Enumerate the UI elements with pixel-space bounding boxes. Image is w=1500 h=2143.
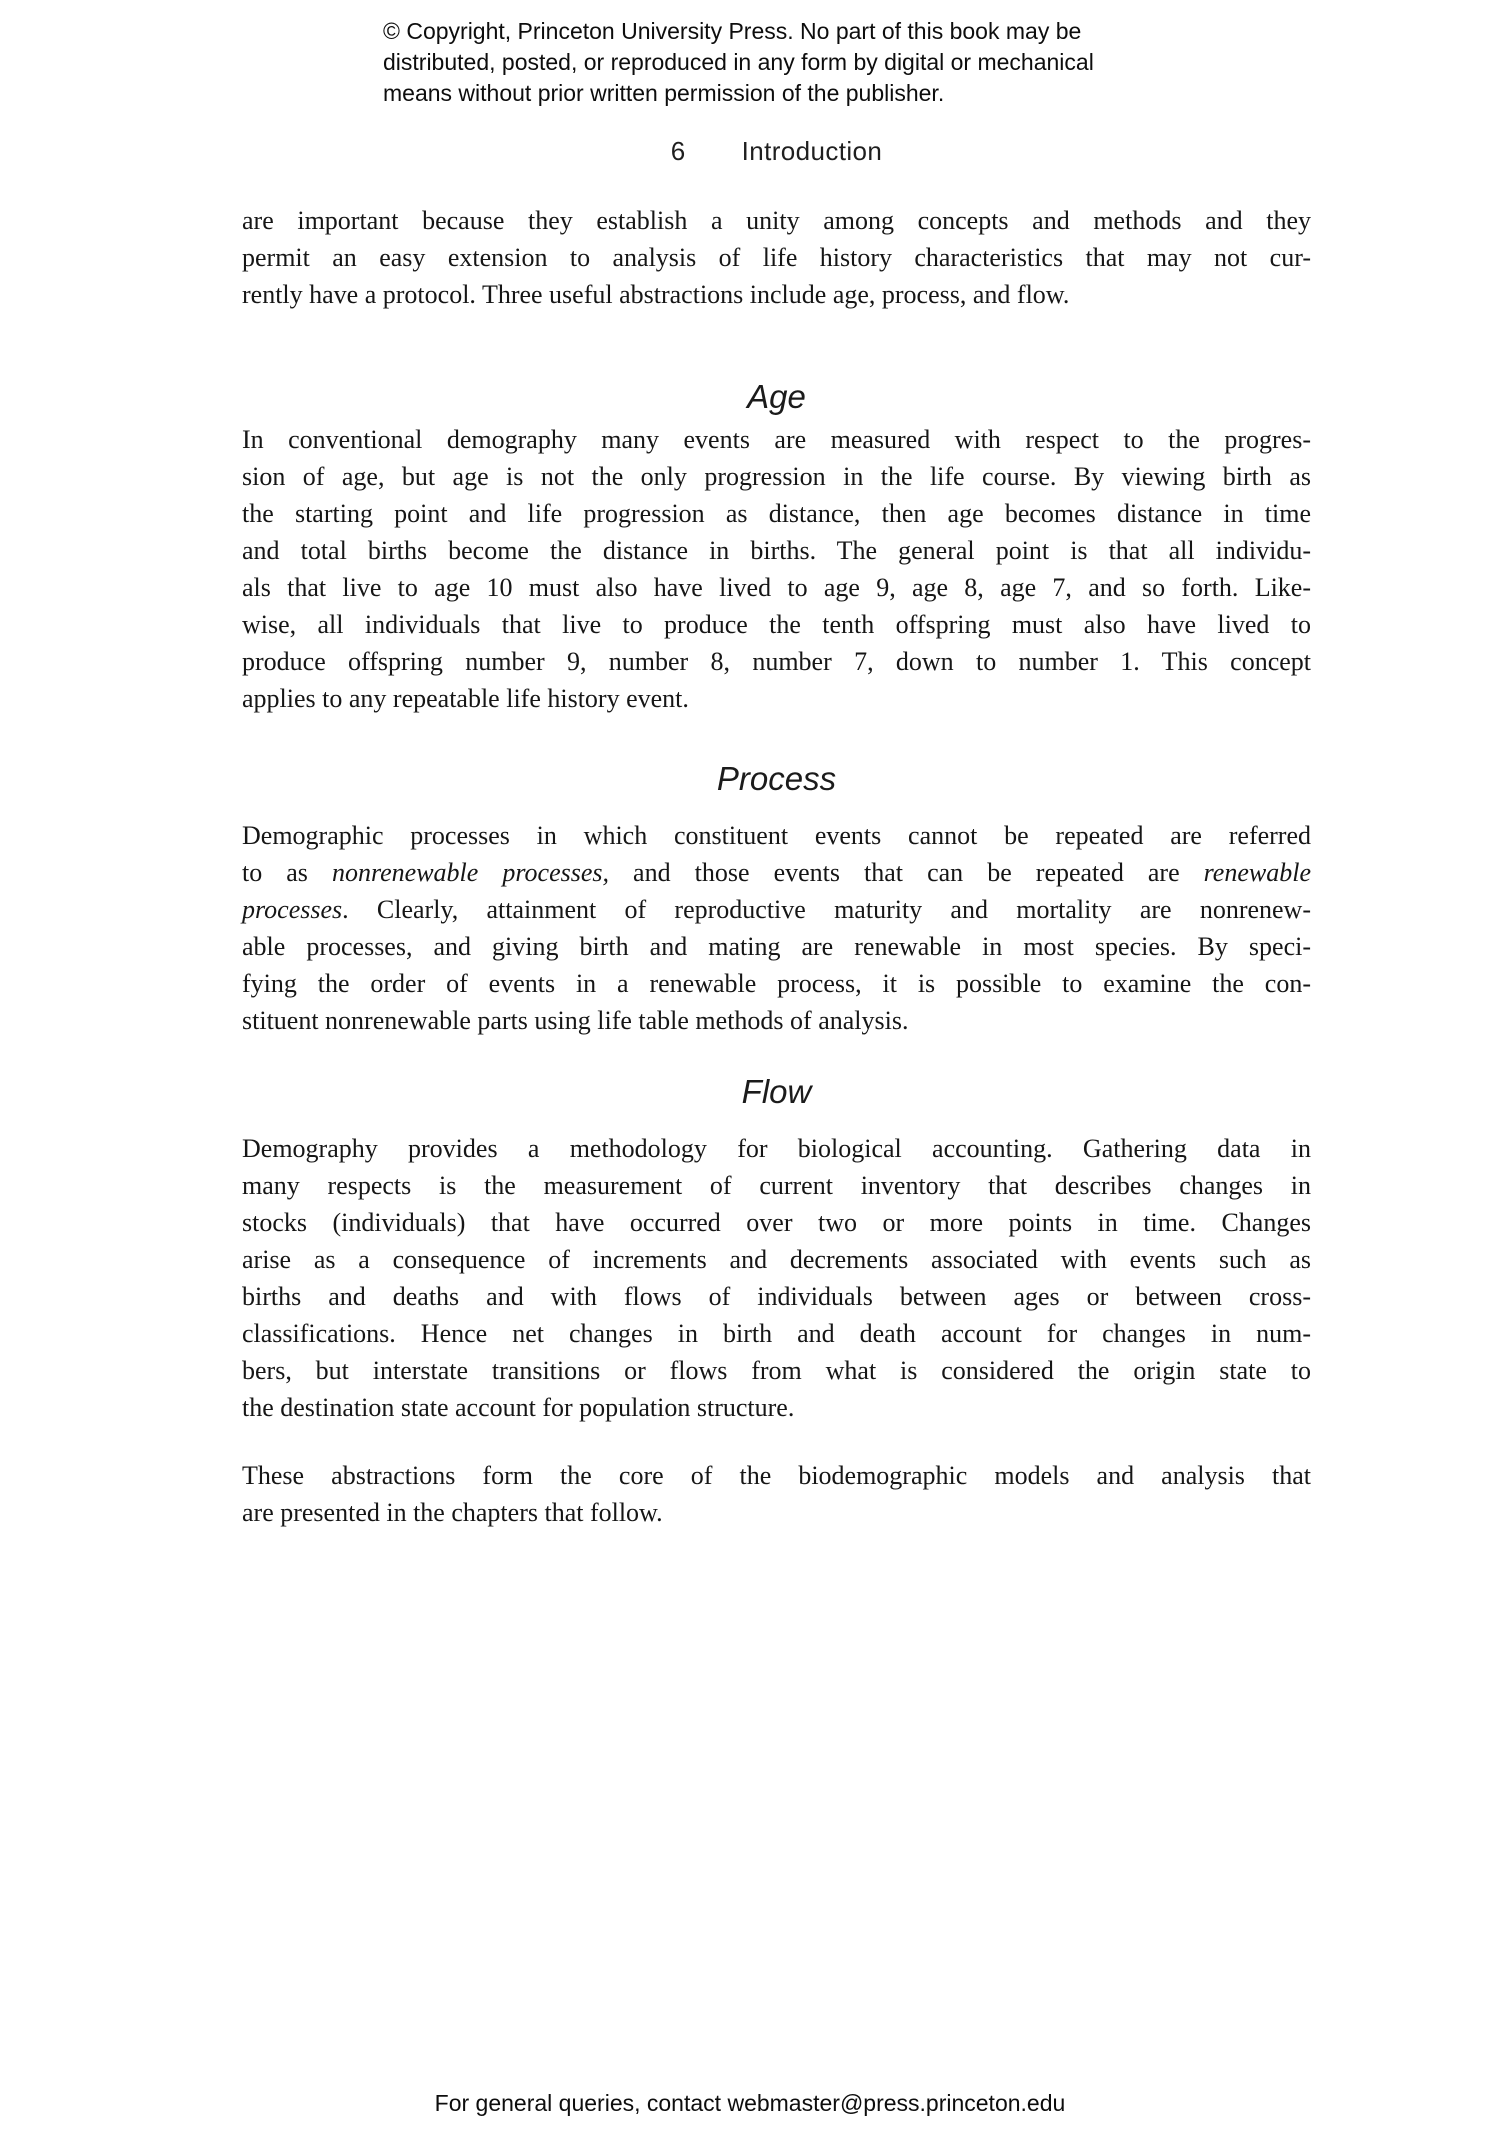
text-line: stocks (individuals) that have occurred over two or more points in time. Changes [242, 1208, 1311, 1237]
footer-text: For general queries, contact [434, 2090, 728, 2116]
text-line: produce offspring number 9, number 8, number 7, down to number 1. This concept [242, 647, 1311, 676]
section-heading-flow: Flow [741, 1073, 812, 1110]
text-line: stituent nonrenewable parts using life table methods of analysis. [242, 1006, 909, 1035]
text-line: the destination state account for population structure. [242, 1393, 795, 1422]
process-paragraph [242, 817, 1311, 1039]
section-heading-age: Age [747, 378, 806, 415]
text-line: are important because they establish a unity among concepts and methods and they [242, 206, 1311, 235]
italic-term: processes [242, 895, 343, 924]
text-line: fying the order of events in a renewable process, it is possible to examine the con- [242, 969, 1311, 998]
copyright-line: distributed, posted, or reproduced in any form by digital or mechanical [383, 49, 1094, 75]
flow-paragraph [242, 1130, 1311, 1426]
age-paragraph [242, 421, 1311, 717]
text-line: These abstractions form the core of the biodemographic models and analysis that [242, 1461, 1311, 1490]
running-head [242, 136, 1311, 167]
text-line: the starting point and life progression as distance, then age becomes distance in time [242, 499, 1311, 528]
copyright-line: means without prior written permission of the publisher. [383, 80, 945, 106]
text-line: In conventional demography many events are measured with respect to the progres- [242, 425, 1311, 454]
text-segment: and those events that can be repeated are [609, 858, 1204, 887]
text-line: permit an easy extension to analysis of life history characteristics that may not cur- [242, 243, 1311, 272]
text-segment: . Clearly, attainment of reproductive maturity and mortality are nonrenew- [342, 895, 1311, 924]
closing-paragraph [242, 1457, 1311, 1531]
italic-term: nonrenewable processes, [331, 858, 609, 887]
intro-paragraph [242, 202, 1311, 313]
text-line: sion of age, but age is not the only progression in the life course. By viewing birth as [242, 462, 1311, 491]
webmaster-email: webmaster@press.princeton.edu [727, 2090, 1066, 2116]
text-line: rently have a protocol. Three useful abstractions include age, process, and flow. [242, 280, 1070, 309]
chapter-title: Introduction [741, 136, 883, 166]
text-line [242, 891, 1311, 928]
copyright-line: © Copyright, Princeton University Press. No part of this book may be [383, 18, 1082, 44]
text-line: applies to any repeatable life history event. [242, 684, 689, 713]
text-line: births and deaths and with flows of individuals between ages or between cross- [242, 1282, 1311, 1311]
text-line: arise as a consequence of increments and decrements associated with events such as [242, 1245, 1311, 1274]
text-line: Demographic processes in which constituent events cannot be repeated are referred [242, 821, 1311, 850]
text-line: classifications. Hence net changes in birth and death account for changes in num- [242, 1319, 1311, 1348]
text-line: able processes, and giving birth and mating are renewable in most species. By speci- [242, 932, 1311, 961]
text-line: many respects is the measurement of current inventory that describes changes in [242, 1171, 1311, 1200]
text-line: als that live to age 10 must also have lived to age 9, age 8, age 7, and so forth. Like- [242, 573, 1311, 602]
text-line: are presented in the chapters that follow. [242, 1498, 663, 1527]
page-number: 6 [670, 136, 686, 166]
text-line: and total births become the distance in births. The general point is that all individu- [242, 536, 1311, 565]
text-segment: to as [242, 858, 332, 887]
italic-term: renewable [1203, 858, 1311, 887]
text-line: bers, but interstate transitions or flows from what is considered the origin state to [242, 1356, 1311, 1385]
section-heading-process: Process [716, 760, 837, 797]
footer-queries [0, 2090, 1500, 2117]
copyright-notice [383, 16, 1094, 109]
text-line [242, 854, 1311, 891]
text-line: Demography provides a methodology for biological accounting. Gathering data in [242, 1134, 1311, 1163]
text-line: wise, all individuals that live to produce the tenth offspring must also have lived to [242, 610, 1311, 639]
